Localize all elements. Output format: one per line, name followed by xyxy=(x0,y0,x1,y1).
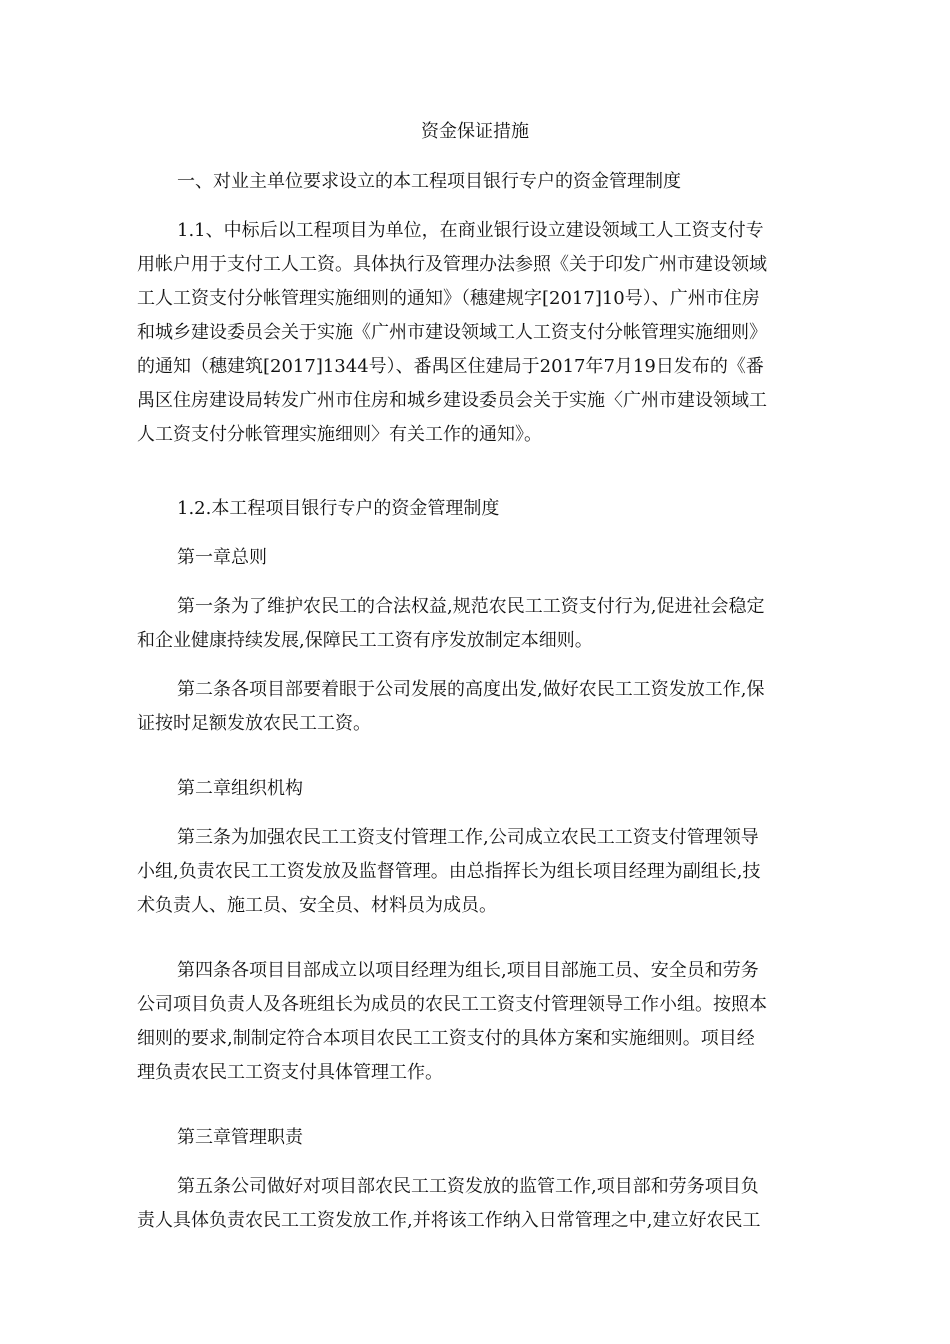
paragraph xyxy=(137,821,827,923)
paragraph xyxy=(137,954,827,1090)
paragraph-line: 和城乡建设委员会关于实施《广州市建设领域工人工资支付分帐管理实施细则》 xyxy=(137,322,767,343)
paragraph-line: 1.2.本工程项目银行专户的资金管理制度 xyxy=(177,498,500,519)
paragraph-line: 禺区住房建设局转发广州市住房和城乡建设委员会关于实施〈广州市建设领域工 xyxy=(137,390,767,411)
paragraph-line: 一、对业主单位要求设立的本工程项目银行专户的资金管理制度 xyxy=(177,171,681,192)
paragraph-line: 第四条各项目目部成立以项目经理为组长,项目目部施工员、安全员和劳务 xyxy=(177,960,759,981)
paragraph xyxy=(137,214,827,452)
paragraph-line: 第三章管理职责 xyxy=(177,1127,303,1148)
paragraph-line: 细则的要求,制制定符合本项目农民工工资支付的具体方案和实施细则。项目经 xyxy=(137,1028,755,1049)
paragraph-line: 第一条为了维护农民工的合法权益,规范农民工工资支付行为,促进社会稳定 xyxy=(177,596,765,617)
paragraph xyxy=(137,492,827,526)
paragraph-line: 第二条各项目部要着眼于公司发展的高度出发,做好农民工工资发放工作,保 xyxy=(177,679,765,700)
paragraph xyxy=(137,590,827,658)
paragraph-line: 证按时足额发放农民工工资。 xyxy=(137,713,371,734)
paragraph-line: 和企业健康持续发展,保障民工工资有序发放制定本细则。 xyxy=(137,630,593,651)
paragraph-line: 第五条公司做好对项目部农民工工资发放的监管工作,项目部和劳务项目负 xyxy=(177,1176,759,1197)
paragraph xyxy=(137,1170,827,1238)
paragraph-line: 工人工资支付分帐管理实施细则的通知》（穗建规字[2017]10号）、广州市住房 xyxy=(137,288,760,309)
paragraph-line: 第三条为加强农民工工资支付管理工作,公司成立农民工工资支付管理领导 xyxy=(177,827,759,848)
paragraph-line: 小组,负责农民工工资发放及监督管理。由总指挥长为组长项目经理为副组长,技 xyxy=(137,861,761,882)
document-title: 资金保证措施 xyxy=(421,121,529,142)
paragraph-line: 术负责人、施工员、安全员、材料员为成员。 xyxy=(137,895,497,916)
paragraph-line: 第一章总则 xyxy=(177,547,267,568)
paragraph-line: 用帐户用于支付工人工资。具体执行及管理办法参照《关于印发广州市建设领域 xyxy=(137,254,767,275)
paragraph-line: 的通知（穗建筑[2017]1344号）、番禺区住建局于2017年7月19日发布的《番 xyxy=(137,356,764,377)
paragraph-line: 第二章组织机构 xyxy=(177,778,303,799)
paragraph-line: 公司项目负责人及各班组长为成员的农民工工资支付管理领导工作小组。按照本 xyxy=(137,994,767,1015)
paragraph xyxy=(137,165,827,199)
paragraph-line: 1.1、中标后以工程项目为单位，在商业银行设立建设领域工人工资支付专 xyxy=(177,220,764,241)
paragraph-line: 责人具体负责农民工工资发放工作,并将该工作纳入日常管理之中,建立好农民工 xyxy=(137,1210,761,1231)
paragraph xyxy=(137,673,827,741)
paragraph xyxy=(137,541,827,575)
paragraph xyxy=(137,1121,827,1155)
paragraph-line: 理负责农民工工资支付具体管理工作。 xyxy=(137,1062,443,1083)
paragraph-line: 人工资支付分帐管理实施细则〉有关工作的通知》。 xyxy=(137,424,542,445)
paragraph xyxy=(137,772,827,806)
